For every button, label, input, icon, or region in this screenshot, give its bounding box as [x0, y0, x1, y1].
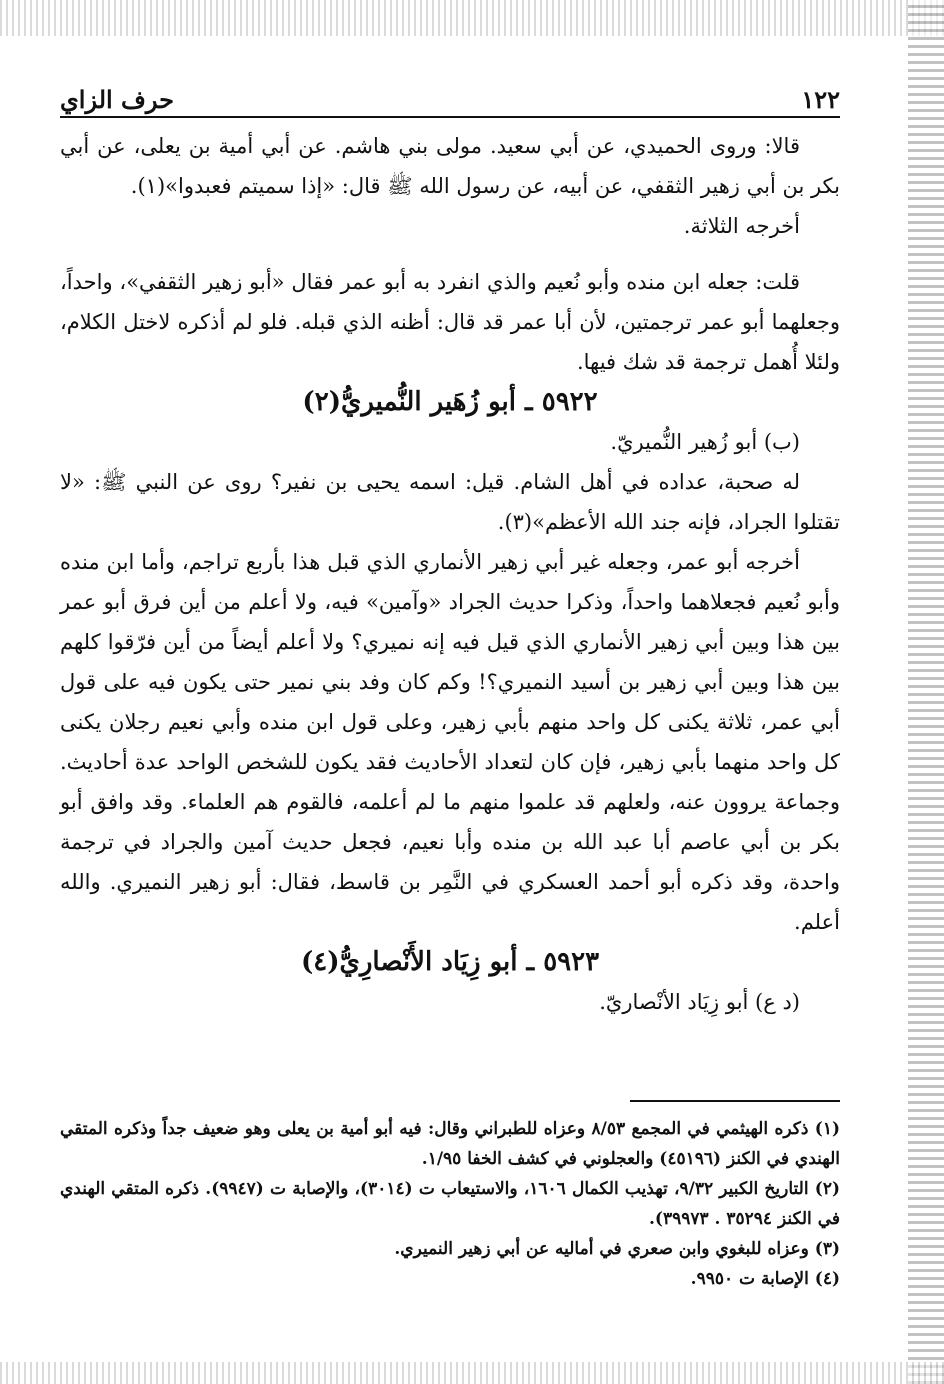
main-text	[60, 126, 840, 1022]
paragraph: قلت: جعله ابن منده وأبو نُعيم والذي انفرد به أبو عمر فقال «أبو زهير الثقفي»، واحداً، وجعلهما أبو عمر ترجمتين، لأن أبا عمر قد قال: أظنه الذي قبله. فلو لم أذكره لاختل الكلام، ولئلا أُهمل ترجمة قد شك فيها.	[60, 270, 840, 374]
paragraph: قالا: وروى الحميدي، عن أبي سعيد. مولى بني هاشم. عن أبي أمية بن يعلى، عن أبي بكر بن أبي زهير الثقفي، عن أبيه، عن رسول الله ﷺ قال: «إذا سميتم فعبدوا»(١).	[60, 134, 840, 198]
entry-heading: ٥٩٢٣ ـ أبو زِيَاد الأَنْصارِيُّ(٤)	[300, 947, 600, 977]
footnote: (٢) التاريخ الكبير ٩/٣٢، تهذيب الكمال ١٦٠٦، والاستيعاب ت (٣٠١٤)، والإصابة ت (٩٩٤٧). ذكره المتقي الهندي في الكنز ٣٥٢٩٤ . ٣٩٩٧٣).	[60, 1179, 840, 1229]
paragraph: أخرجه أبو عمر، وجعله غير أبي زهير الأنماري الذي قبل هذا بأربع تراجم، وأما ابن منده وأبو نُعيم فجعلاهما واحداً، وذكرا حديث الجراد «وآمين» فيه، ولا أعلم من أين فرق أبو عمر بين هذا وبين أبي زهير الأنماري الذي قيل فيه إنه نميري؟ ولا أعلم أيضاً من أين فرّقوا كلهم بين هذا وبين أبي زهير بن أسيد النميري؟! وكم كان وفد بني نمير حتى يكون فيه على قول أبي عمر، ثلاثة يكنى كل واحد منهم بأبي زهير، وعلى قول ابن منده وأبي نعيم رجلان يكنى كل واحد منهما بأبي زهير، فإن كان لتعداد الأحاديث فقد يكون للشخص الواحد عدة أحاديث. وجماعة يروون عنه، ولعلهم قد علموا منهم ما لم أعلمه، فالقوم هم العلماء. وقد وافق أبو بكر بن أبي عاصم أبا عبد الله بن منده وأبا نعيم، فجعل حديث آمين والجراد في ترجمة واحدة، وقد ذكره أبو أحمد العسكري في النَّمِر بن قاسط، فقال: أبو زهير النميري. والله أعلم.	[60, 550, 840, 934]
running-header	[60, 82, 840, 118]
footnote: (٣) وعزاه للبغوي وابن صعري في أماليه عن أبي زهير النميري.	[394, 1239, 840, 1259]
paragraph: (ب) أبو زُهير النُّميريّ.	[610, 430, 800, 454]
entry-heading: ٥٩٢٢ ـ أبو زُهَير النُّميريُّ(٢)	[302, 387, 598, 417]
ornamental-border-right	[908, 0, 944, 1384]
page-number: ١٢٢	[801, 84, 840, 114]
footnote: (١) ذكره الهيثمي في المجمع ٨/٥٣ وعزاه للطبراني وقال: فيه أبو أمية بن يعلى وهو ضعيف جداً وذكره المتقي الهندي في الكنز (٤٥١٩٦) والعجلوني في كشف الخفا ١/٩٥.	[60, 1119, 840, 1169]
book-page	[60, 0, 840, 1384]
section-title: حرف الزاي	[60, 84, 174, 114]
footnotes	[60, 1100, 840, 1294]
paragraph: (د ع) أبو زِيَاد الأنْصاريّ.	[599, 990, 800, 1014]
footnote: (٤) الإصابة ت ٩٩٥٠.	[690, 1269, 840, 1289]
paragraph: له صحبة، عداده في أهل الشام. قيل: اسمه يحيى بن نفير؟ روى عن النبي ﷺ: «لا تقتلوا الجراد، فإنه جند الله الأعظم»(٣).	[60, 470, 840, 534]
paragraph: أخرجه الثلاثة.	[683, 214, 800, 238]
footnote-divider	[630, 1100, 840, 1102]
